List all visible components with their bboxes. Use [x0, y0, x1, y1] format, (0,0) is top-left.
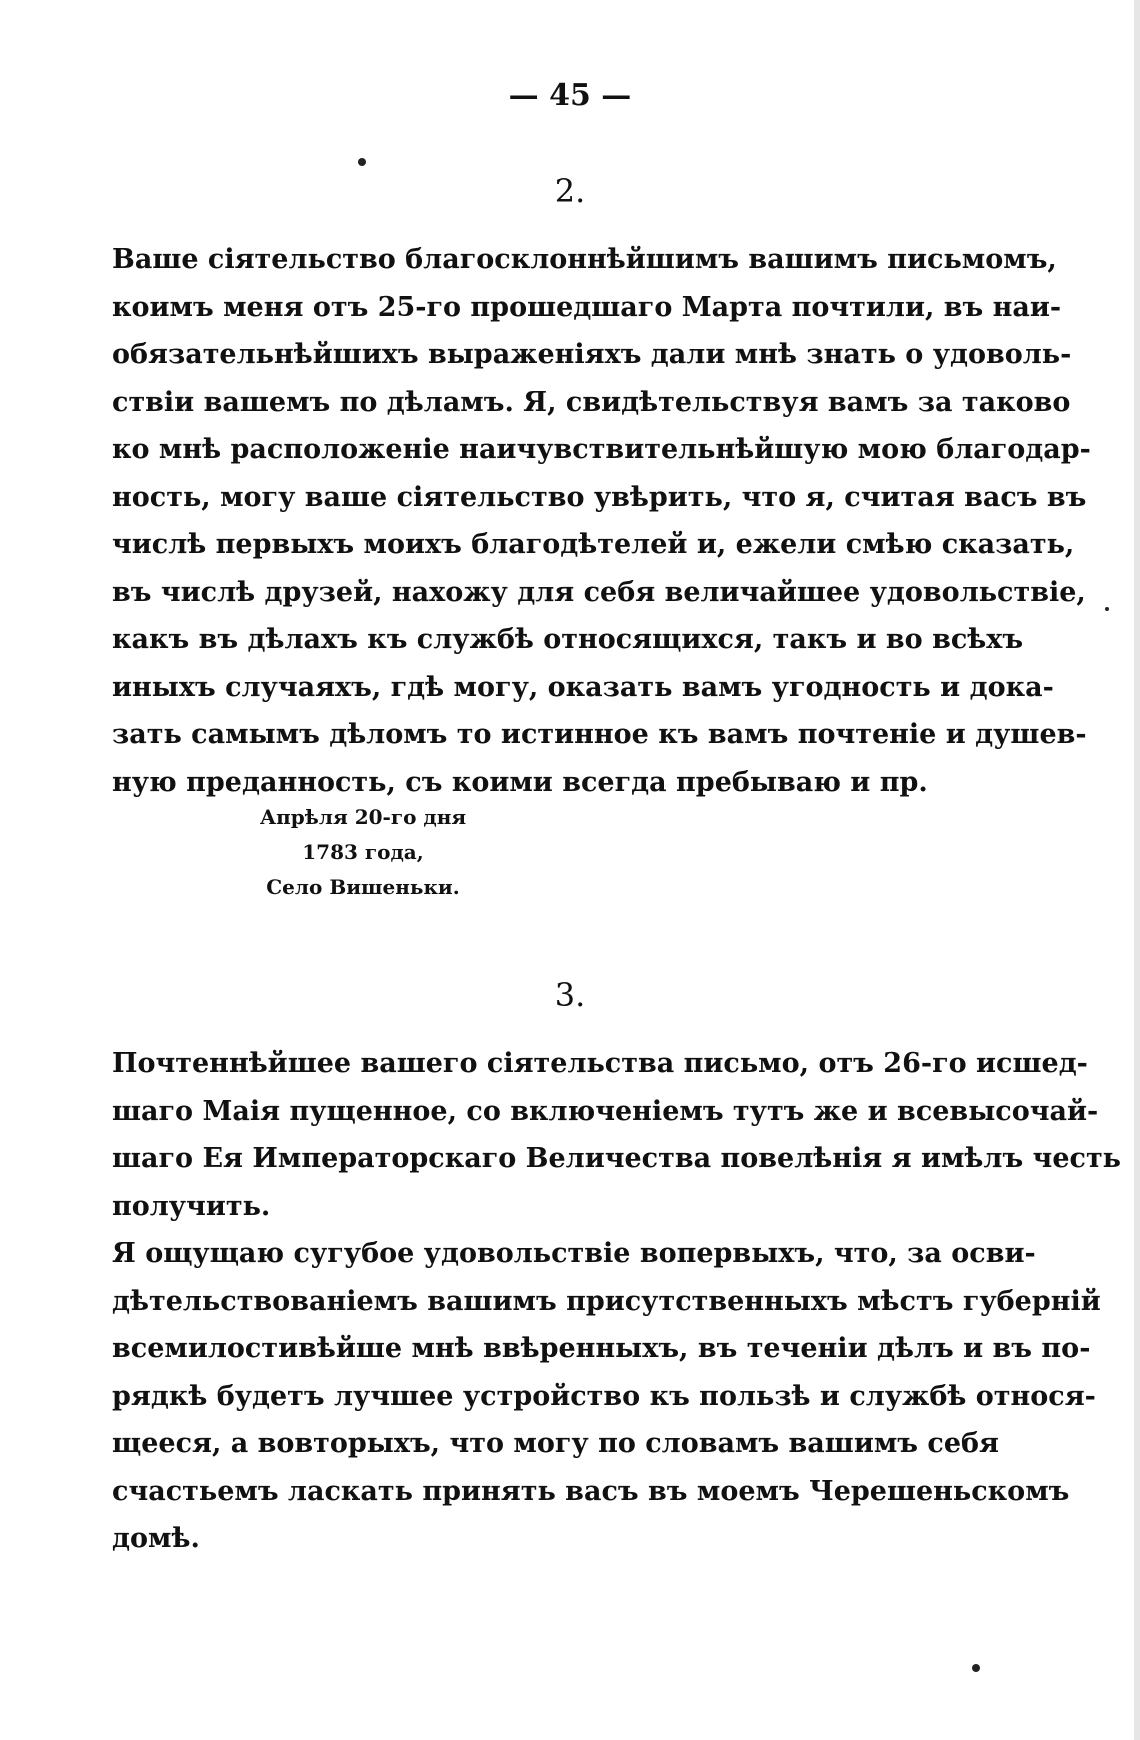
scan-speck — [358, 158, 366, 166]
text-line: иныхъ случаяхъ, гдѣ могу, оказать вамъ угодность и дока- — [112, 671, 1054, 703]
text-line: дѣтельствованіемъ вашимъ присутственныхъ мѣстъ губерній — [112, 1285, 1101, 1317]
text-line: шаго Маія пущенное, со включеніемъ тутъ же и всевысочай- — [112, 1095, 1099, 1127]
text-line: ность, могу ваше сіятельство увѣрить, что я, считая васъ въ — [112, 481, 1087, 513]
scan-speck — [1105, 607, 1109, 611]
text-line: Почтеннѣйшее вашего сіятельства письмо, отъ 26-го исшед- — [112, 1048, 1088, 1079]
letter-3-paragraph-2 — [112, 1230, 1101, 1563]
text-line: домѣ. — [112, 1523, 200, 1554]
text-line: рядкѣ будетъ лучшее устройство къ пользѣ и службѣ относя- — [112, 1380, 1096, 1412]
text-line: ствіи вашемъ по дѣламъ. Я, свидѣтельствуя вамъ за таково — [112, 386, 1071, 418]
letter-2-heading: 2. — [554, 172, 586, 210]
letter-3-paragraph-1 — [112, 1040, 1121, 1230]
text-line: ную преданность, съ коими всегда пребываю и пр. — [112, 766, 928, 798]
page-edge-shadow — [1134, 0, 1140, 1740]
text-line: въ числѣ друзей, нахожу для себя величайшее удовольствіе, — [112, 576, 1086, 608]
text-line: всемилостивѣйше мнѣ ввѣренныхъ, въ теченіи дѣлъ и въ по- — [112, 1333, 1091, 1364]
text-line: зать самымъ дѣломъ то истинное къ вамъ почтеніе и душев- — [112, 719, 1087, 750]
date-line: Апрѣля 20-го дня — [259, 805, 467, 829]
text-line: счастьемъ ласкать принять васъ въ моемъ Черешеньскомъ — [112, 1475, 1070, 1507]
text-line: коимъ меня отъ 25-го прошедшаго Марта почтили, въ наи- — [112, 291, 1062, 323]
scan-speck — [972, 1664, 980, 1672]
text-line: ко мнѣ расположеніе наичувствительнѣйшую мою благодар- — [112, 434, 1091, 465]
text-line: Ваше сіятельство благосклоннѣйшимъ вашимъ письмомъ, — [112, 244, 1057, 275]
date-line: 1783 года, — [302, 840, 424, 864]
letter-2-body — [112, 236, 1091, 806]
date-line: Село Вишеньки. — [266, 875, 460, 899]
text-line: шаго Ея Императорскаго Величества повелѣнія я имѣлъ честь — [112, 1143, 1121, 1174]
letter-2-date — [248, 800, 478, 905]
text-line: обязательнѣйшихъ выраженіяхъ дали мнѣ знать о удоволь- — [112, 339, 1072, 370]
text-line: щееся, а вовторыхъ, что могу по словамъ вашимъ себя — [112, 1428, 999, 1459]
text-line: какъ въ дѣлахъ къ службѣ относящихся, такъ и во всѣхъ — [112, 624, 1024, 655]
letter-3-heading: 3. — [554, 976, 586, 1014]
text-line: числѣ первыхъ моихъ благодѣтелей и, ежели смѣю сказать, — [112, 529, 1075, 560]
text-line: Я ощущаю сугубое удовольствіе вопервыхъ, что, за осви- — [112, 1238, 1036, 1269]
text-line: получить. — [112, 1190, 271, 1222]
page-number: — 45 — — [508, 78, 632, 113]
